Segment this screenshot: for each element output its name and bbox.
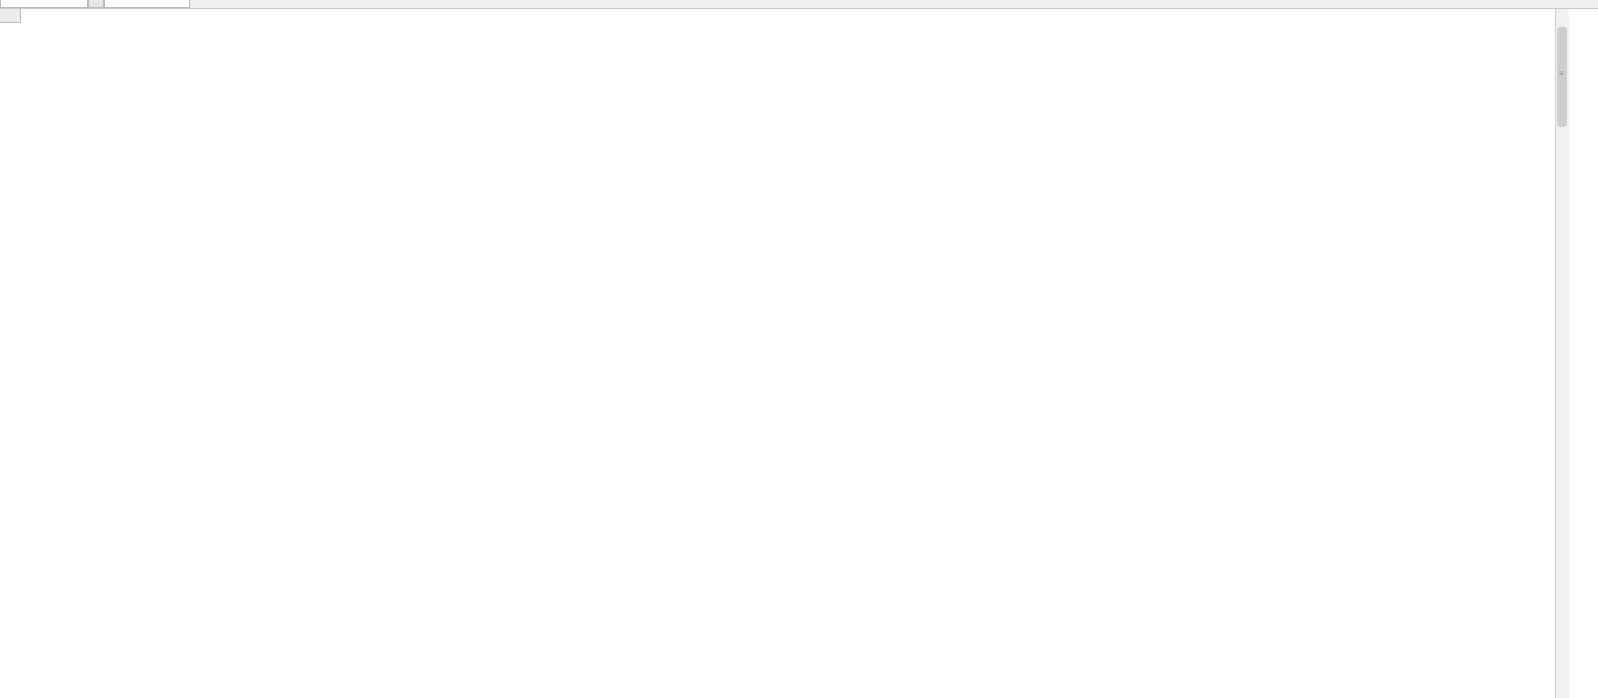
formula-bar — [0, 0, 1598, 9]
scrollbar-grip-icon: ≡ — [1559, 69, 1564, 78]
formula-input[interactable] — [104, 0, 190, 8]
vertical-scrollbar[interactable] — [1555, 9, 1569, 698]
name-box[interactable] — [0, 0, 88, 8]
select-all-corner[interactable] — [0, 9, 21, 23]
spreadsheet-grid — [21, 23, 1576, 698]
column-header-bar — [21, 9, 1576, 23]
name-box-dropdown-button[interactable] — [88, 0, 104, 8]
